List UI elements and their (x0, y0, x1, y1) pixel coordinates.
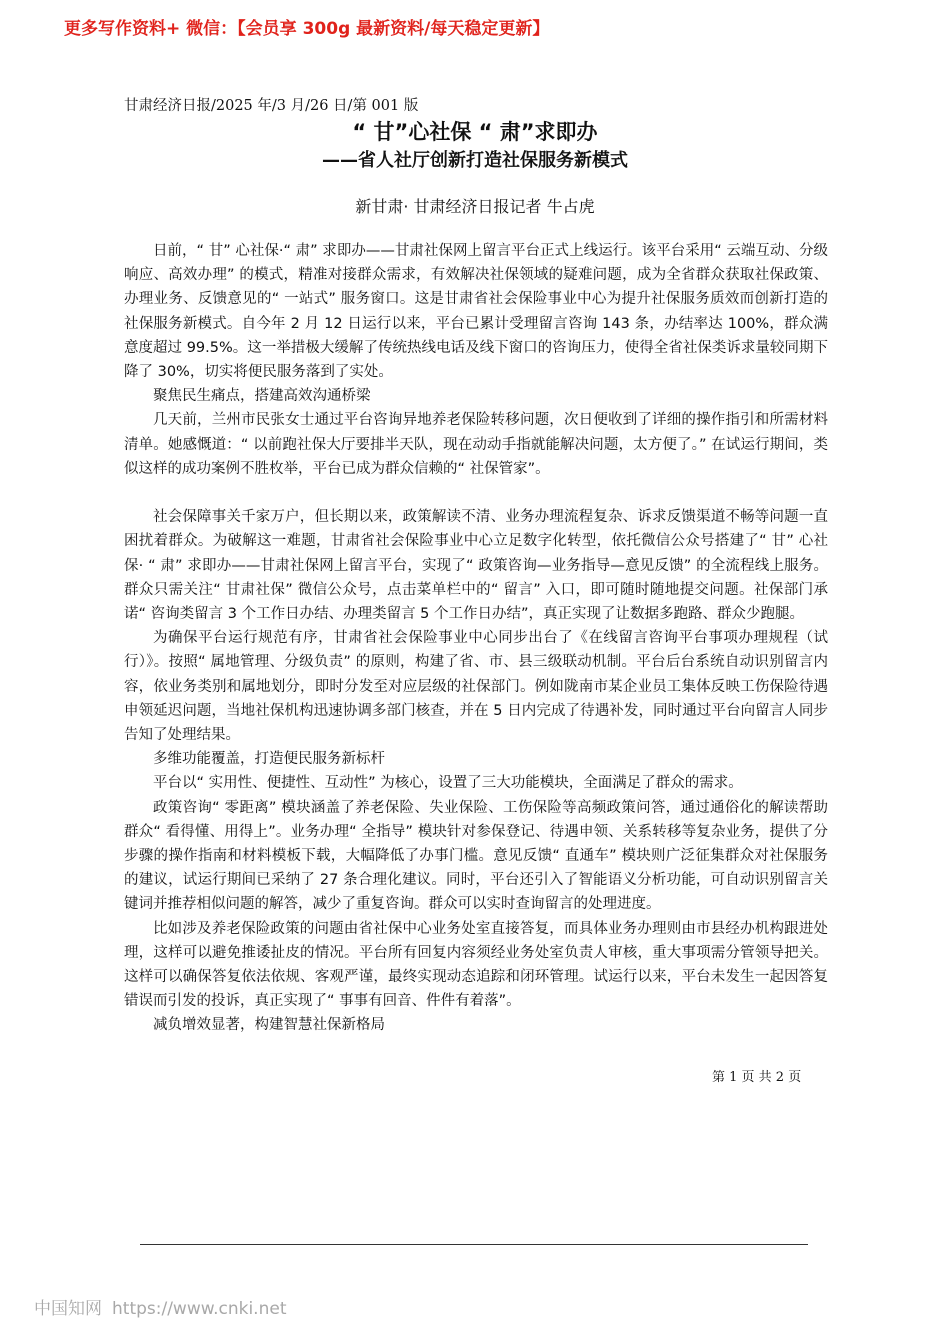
cnki-watermark (34, 1294, 286, 1319)
article-body (124, 239, 828, 1038)
section-heading: 减负增效显著，构建智慧社保新格局 (153, 1017, 385, 1034)
paragraph: 日前，“ 甘” 心社保·“ 肃” 求即办——甘肃社保网上留言平台正式上线运行。该平台采用“ 云端互动、分级响应、高效办理” 的模式，精准对接群众需求，有效解决社保领域的疑难问题，成为全省群众获取社保政策、办理业务、反馈意见的“ 一站式” 服务窗口。这是甘肃省社会保险事业中心为提升社保服务质效而创新打造的社保服务新模式。自今年 2 月 12 日运行以来，平台已累计受理留言咨询 143 条，办结率达 100%，群众满意度超过 99.5%。这一举措极大缓解了传统热线电话及线下窗口的咨询压力，使得全省社保类诉求量较同期下降了 30%，切实将便民服务落到了实处。 (124, 243, 828, 381)
section-heading: 多维功能覆盖，打造便民服务新标杆 (153, 751, 385, 768)
blank-line (124, 481, 828, 505)
watermark-url: https://www.cnki.net (112, 1299, 287, 1319)
footer-divider (140, 1244, 808, 1245)
article-subtitle: ——省人社厅创新打造社保服务新模式 (322, 150, 628, 171)
watermark-site-name: 中国知网 (34, 1299, 102, 1319)
paragraph: 社会保障事关千家万户，但长期以来，政策解读不清、业务办理流程复杂、诉求反馈渠道不畅等问题一直困扰着群众。为破解这一难题，甘肃省社会保险事业中心立足数字化转型，依托微信公众号搭建了“ 甘” 心社保· “ 肃” 求即办——甘肃社保网上留言平台，实现了“ 政策咨询—业务指导—意见反馈” 的全流程线上服务。群众只需关注“ 甘肃社保” 微信公众号，点击菜单栏中的“ 留言” 入口，即可随时随地提交问题。社保部门承诺“ 咨询类留言 3 个工作日办结、办理类留言 5 个工作日办结”，真正实现了让数据多跑路、群众少跑腿。 (124, 509, 828, 623)
paragraph: 平台以“ 实用性、便捷性、互动性” 为核心，设置了三大功能模块，全面满足了群众的需求。 (153, 775, 743, 792)
promo-banner[interactable]: 更多写作资料+ 微信：【会员享 300g 最新资料/每天稳定更新】 (64, 19, 550, 39)
article-title: “ 甘”心社保 “ 肃”求即办 (352, 120, 598, 144)
paragraph: 为确保平台运行规范有序，甘肃省社会保险事业中心同步出台了《在线留言咨询平台事项办理规程（试行）》。按照“ 属地管理、分级负责” 的原则，构建了省、市、县三级联动机制。平台后台系统自动识别留言内容，依业务类别和属地划分，即时分发至对应层级的社保部门。例如陇南市某企业员工集体反映工伤保险待遇申领延迟问题，当地社保机构迅速协调多部门核查，并在 5 日内完成了待遇补发，同时通过平台向留言人同步告知了处理结果。 (124, 630, 828, 744)
paragraph: 比如涉及养老保险政策的问题由省社保中心业务处室直接答复，而具体业务办理则由市县经办机构跟进处理，这样可以避免推诿扯皮的情况。平台所有回复内容须经业务处室负责人审核，重大事项需分管领导把关。这样可以确保答复依法依规、客观严谨，最终实现动态追踪和闭环管理。试运行以来，平台未发生一起因答复错误而引发的投诉，真正实现了“ 事事有回音、件件有着落”。 (124, 920, 828, 1010)
paragraph: 几天前，兰州市民张女士通过平台咨询异地养老保险转移问题，次日便收到了详细的操作指引和所需材料清单。她感慨道：“ 以前跑社保大厅要排半天队，现在动动手指就能解决问题，太方便了。” 在试运行期间，类似这样的成功案例不胜枚举，平台已成为群众信赖的“ 社保管家”。 (124, 412, 828, 477)
dateline: 甘肃经济日报/2025 年/3 月/26 日/第 001 版 (124, 98, 419, 114)
section-heading: 聚焦民生痛点，搭建高效沟通桥梁 (153, 388, 371, 405)
page-number: 第 1 页 共 2 页 (712, 1070, 802, 1085)
paragraph: 政策咨询“ 零距离” 模块涵盖了养老保险、失业保险、工伤保险等高频政策问答，通过通俗化的解读帮助群众“ 看得懂、用得上”。业务办理“ 全指导” 模块针对参保登记、待遇申领、关系转移等复杂业务，提供了分步骤的操作指南和材料模板下载，大幅降低了办事门槛。意见反馈“ 直通车” 模块则广泛征集群众对社保服务的建议，试运行期间已采纳了 27 条合理化建议。同时，平台还引入了智能语义分析功能，可自动识别留言关键词并推荐相似问题的解答，减少了重复咨询。群众可以实时查询留言的处理进度。 (124, 799, 828, 913)
byline: 新甘肃· 甘肃经济日报记者 牛占虎 (355, 197, 595, 216)
